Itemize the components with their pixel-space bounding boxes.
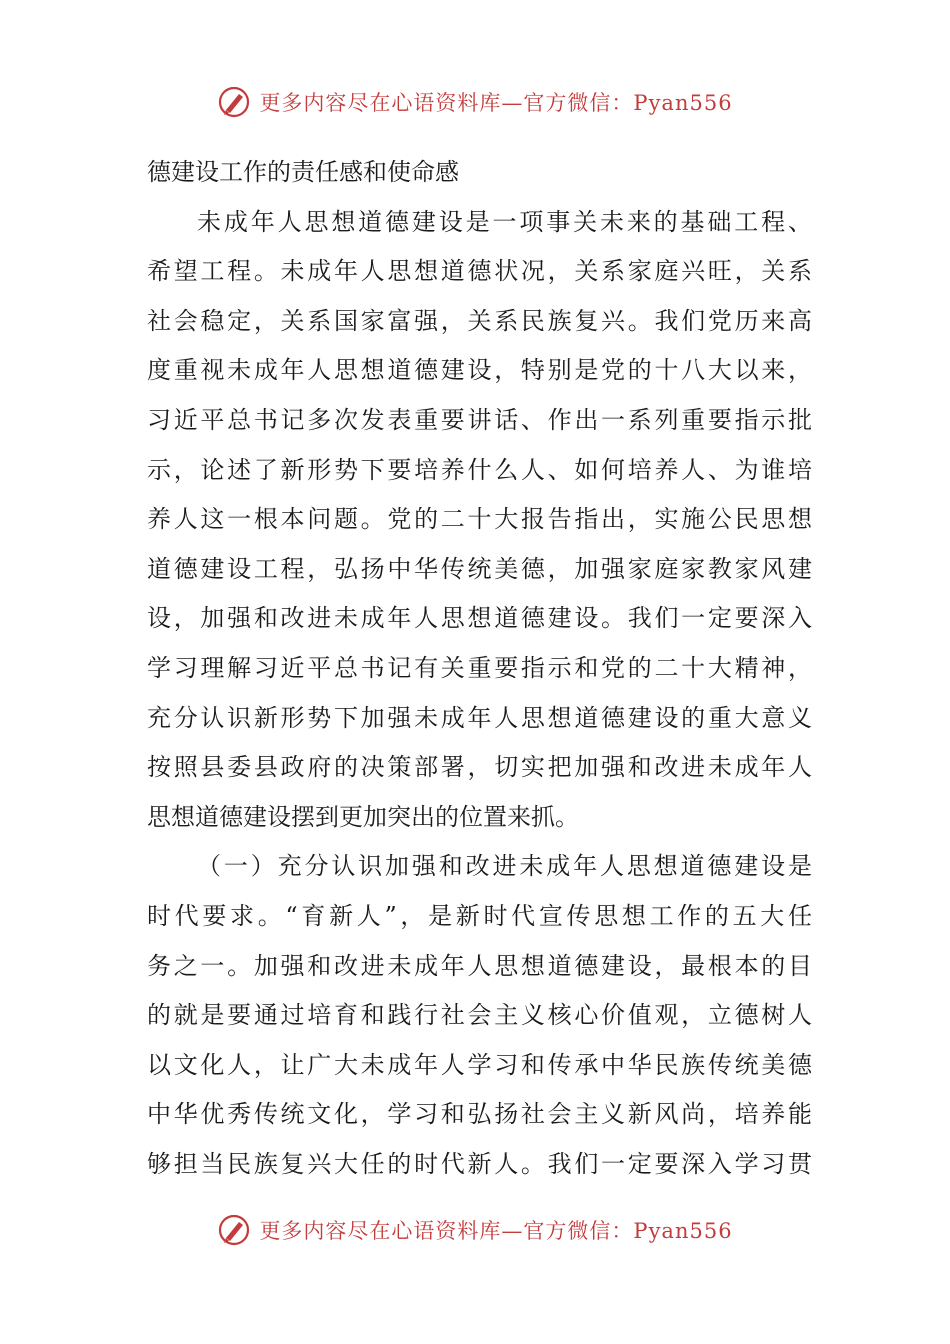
text-line: 务之一。加强和改进未成年人思想道德建设，最根本的目 xyxy=(147,951,812,980)
text-line: 以文化人，让广大未成年人学习和传承中华民族传统美德 xyxy=(147,1050,812,1079)
text-line: 的就是要通过培育和践行社会主义核心价值观，立德树人 xyxy=(147,1001,812,1030)
text-line: 充分认识新形势下加强未成年人思想道德建设的重大意义 xyxy=(147,703,812,732)
text-line: 中华优秀传统文化，学习和弘扬社会主义新风尚，培养能 xyxy=(147,1100,812,1129)
text-line: 示，论述了新形势下要培养什么人、如何培养人、为谁培 xyxy=(147,455,812,484)
header-banner xyxy=(0,80,950,124)
text-line: 按照县委县政府的决策部署，切实把加强和改进未成年人 xyxy=(147,753,812,782)
text-line: 时代要求。“育新人”，是新时代宣传思想工作的五大任 xyxy=(147,901,812,930)
text-line: 养人这一根本问题。党的二十大报告指出，实施公民思想 xyxy=(147,505,812,534)
text-line: 社会稳定，关系国家富强，关系民族复兴。我们党历来高 xyxy=(147,306,812,335)
text-line: 够担当民族复兴大任的时代新人。我们一定要深入学习贯 xyxy=(147,1149,812,1178)
pen-logo-icon xyxy=(217,85,251,119)
text-line: 设，加强和改进未成年人思想道德建设。我们一定要深入 xyxy=(147,604,812,633)
text-line: 希望工程。未成年人思想道德状况，关系家庭兴旺，关系 xyxy=(147,257,812,286)
pen-logo-icon xyxy=(217,1213,251,1247)
footer-banner xyxy=(0,1208,950,1252)
document-body xyxy=(147,148,812,1189)
text-line: 度重视未成年人思想道德建设，特别是党的十八大以来， xyxy=(147,356,812,385)
text-line: 学习理解习近平总书记有关重要指示和党的二十大精神， xyxy=(147,653,812,682)
text-line: 未成年人思想道德建设是一项事关未来的基础工程、 xyxy=(197,207,812,236)
text-line: 思想道德建设摆到更加突出的位置来抓。 xyxy=(147,802,579,831)
text-line: 习近平总书记多次发表重要讲话、作出一系列重要指示批 xyxy=(147,405,812,434)
text-line: 道德建设工程，弘扬中华传统美德，加强家庭家教家风建 xyxy=(147,554,812,583)
text-line: 德建设工作的责任感和使命感 xyxy=(147,158,459,186)
text-line: （一）充分认识加强和改进未成年人思想道德建设是 xyxy=(197,852,812,881)
footer-banner-text: 更多内容尽在心语资料库—官方微信：Pyan556 xyxy=(259,1219,733,1243)
header-banner-text: 更多内容尽在心语资料库—官方微信：Pyan556 xyxy=(259,91,733,115)
